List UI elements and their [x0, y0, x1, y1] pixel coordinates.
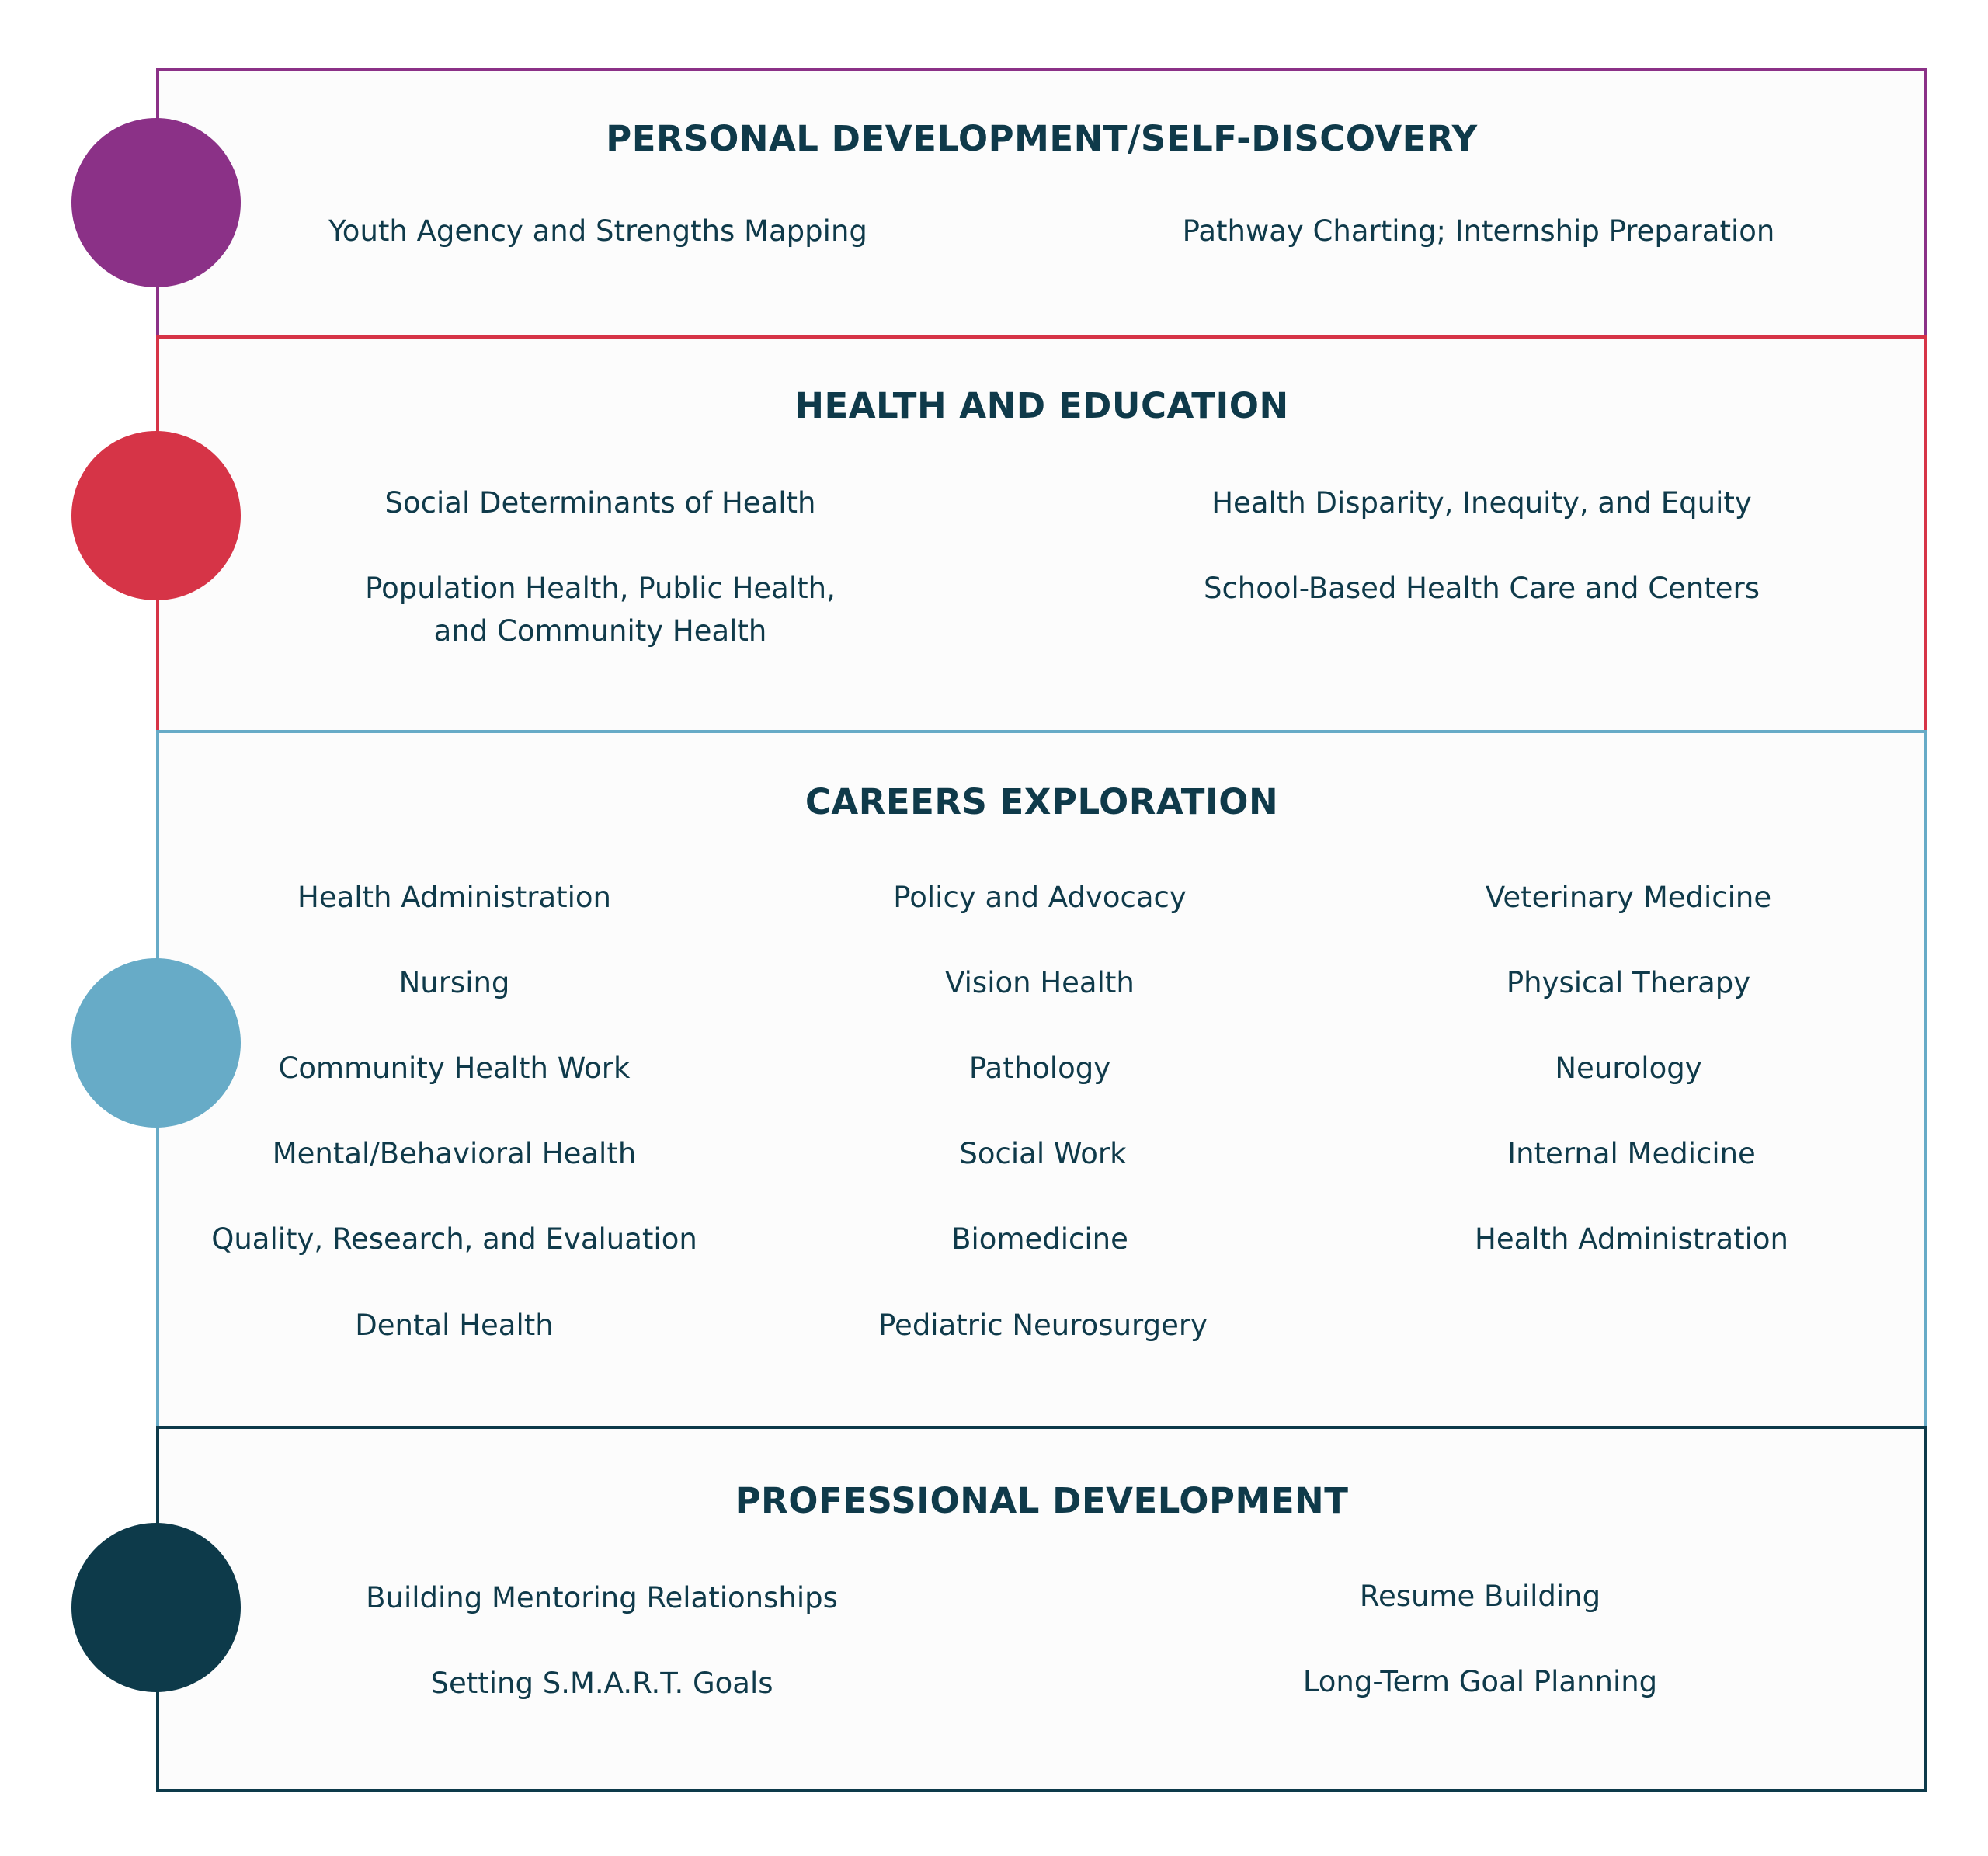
- timeline-marker-professional-development: [71, 1523, 241, 1692]
- list-item: Veterinary Medicine: [1485, 881, 1772, 914]
- timeline-marker-health-education: [71, 431, 241, 600]
- section-personal-development: [156, 68, 1927, 339]
- list-item: Internal Medicine: [1507, 1137, 1756, 1170]
- list-item: Policy and Advocacy: [893, 881, 1187, 914]
- list-item: Dental Health: [355, 1309, 554, 1342]
- section-health-education: [156, 335, 1927, 733]
- list-item: Social Work: [959, 1137, 1127, 1170]
- list-item: Mental/Behavioral Health: [272, 1137, 637, 1170]
- list-item: Vision Health: [945, 966, 1135, 999]
- list-item: Health Administration: [1474, 1222, 1789, 1256]
- section-title: PROFESSIONAL DEVELOPMENT: [735, 1480, 1349, 1521]
- list-item: Pediatric Neurosurgery: [878, 1309, 1208, 1342]
- list-item: Health Disparity, Inequity, and Equity: [1211, 486, 1752, 520]
- list-item: Social Determinants of Health: [384, 486, 816, 520]
- section-careers-exploration: [156, 730, 1927, 1429]
- list-item: Resume Building: [1359, 1580, 1601, 1613]
- list-item: and Community Health: [433, 614, 767, 648]
- list-item: Long-Term Goal Planning: [1302, 1665, 1658, 1698]
- list-item: Building Mentoring Relationships: [366, 1581, 838, 1614]
- list-item: Health Administration: [297, 881, 612, 914]
- list-item: Pathology: [968, 1051, 1111, 1085]
- list-item: Quality, Research, and Evaluation: [211, 1222, 697, 1256]
- list-item: Setting S.M.A.R.T. Goals: [430, 1667, 773, 1700]
- section-title: CAREERS EXPLORATION: [805, 781, 1279, 822]
- list-item: Community Health Work: [278, 1051, 631, 1085]
- list-item: Biomedicine: [951, 1222, 1128, 1256]
- section-title: HEALTH AND EDUCATION: [794, 385, 1289, 426]
- timeline-marker-personal-development: [71, 118, 241, 287]
- list-item: Pathway Charting; Internship Preparation: [1182, 214, 1775, 248]
- list-item: Neurology: [1555, 1051, 1702, 1085]
- section-title: PERSONAL DEVELOPMENT/SELF-DISCOVERY: [606, 118, 1478, 159]
- list-item: Youth Agency and Strengths Mapping: [328, 214, 867, 248]
- list-item: School-Based Health Care and Centers: [1203, 572, 1760, 605]
- section-professional-development: [156, 1426, 1927, 1792]
- timeline-marker-careers-exploration: [71, 958, 241, 1128]
- list-item: Nursing: [398, 966, 510, 999]
- list-item: Population Health, Public Health,: [365, 572, 836, 605]
- list-item: Physical Therapy: [1506, 966, 1751, 999]
